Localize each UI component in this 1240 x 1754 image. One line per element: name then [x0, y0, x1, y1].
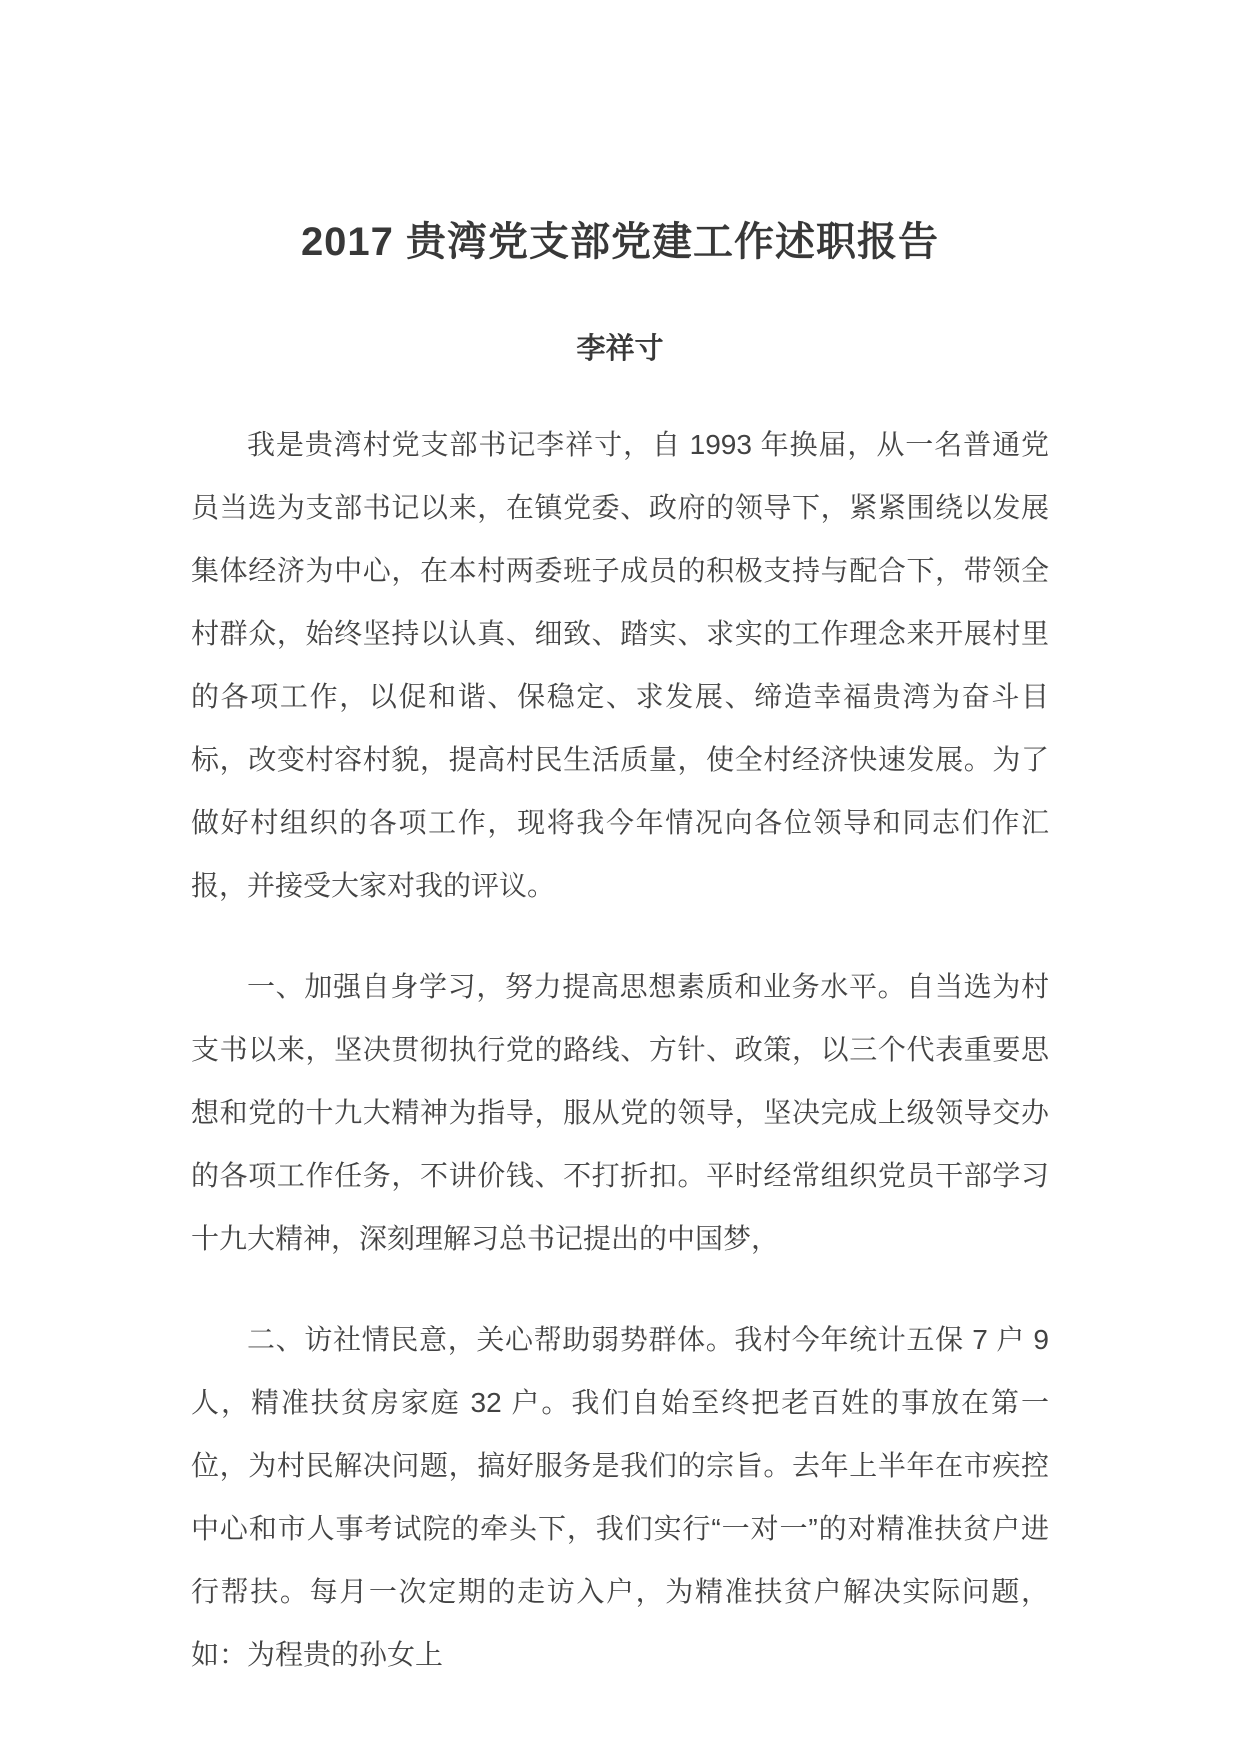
paragraph-section-2: 二、访社情民意，关心帮助弱势群体。我村今年统计五保 7 户 9 人，精准扶贫房家庭 32 户。我们自始至终把老百姓的事放在第一位，为村民解决问题，搞好服务是我们的宗旨。去年上半年在市疾控中心和市人事考试院的牵头下，我们实行“一对一”的对精准扶贫户进行帮扶。每月一次定期的走访入户，为精准扶贫户解决实际问题，如：为程贵的孙女上 — [191, 1324, 1049, 1670]
document-body — [191, 413, 1049, 1686]
document-content — [191, 0, 1049, 1686]
document-title: 2017 贵湾党支部党建工作述职报告 — [300, 220, 940, 264]
paragraph-intro: 我是贵湾村党支部书记李祥寸，自 1993 年换届，从一名普通党员当选为支部书记以来，在镇党委、政府的领导下，紧紧围绕以发展集体经济为中心，在本村两委班子成员的积极支持与配合下，带领全村群众，始终坚持以认真、细致、踏实、求实的工作理念来开展村里的各项工作，以促和谐、保稳定、求发展、缔造幸福贵湾为奋斗目标，改变村容村貌，提高村民生活质量，使全村经济快速发展。为了做好村组织的各项工作，现将我今年情况向各位领导和同志们作汇报，并接受大家对我的评议。 — [191, 429, 1049, 901]
paragraph-section-1: 一、加强自身学习，努力提高思想素质和业务水平。自当选为村支书以来，坚决贯彻执行党的路线、方针、政策，以三个代表重要思想和党的十九大精神为指导，服从党的领导，坚决完成上级领导交办的各项工作任务，不讲价钱、不打折扣。平时经常组织党员干部学习十九大精神，深刻理解习总书记提出的中国梦， — [191, 971, 1049, 1254]
document-author: 李祥寸 — [576, 333, 664, 365]
